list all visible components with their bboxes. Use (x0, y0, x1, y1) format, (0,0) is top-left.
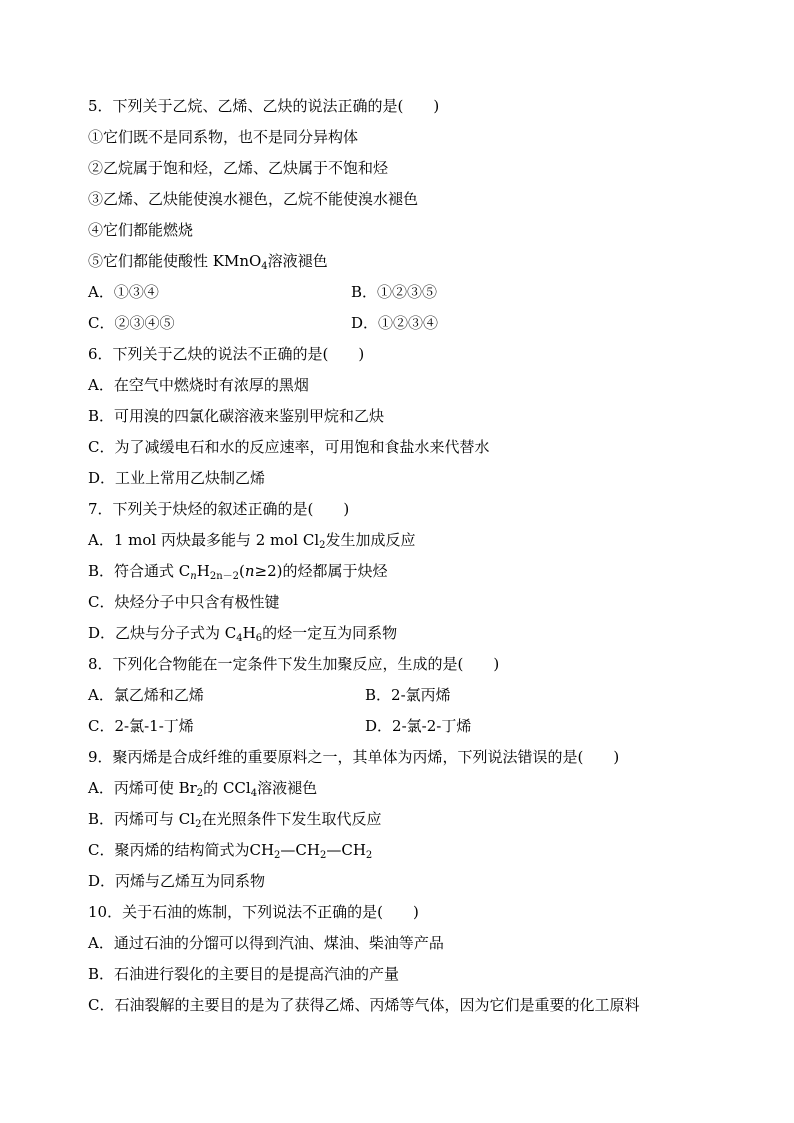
q7-b-sub-2n: 2n－2 (209, 571, 239, 582)
q7-b-text-end: ≥2)的烃都属于炔烃 (254, 562, 388, 580)
q7-b-n: n (244, 562, 255, 580)
q9-c-mid-2: —CH (326, 841, 366, 859)
q9-option-d[interactable]: D．丙烯与乙烯互为同系物 (88, 872, 266, 890)
q5-s5-text-end: 溶液褪色 (267, 252, 328, 270)
q9-a-sub-2: 2 (196, 788, 204, 799)
q6-option-c[interactable]: C．为了减缓电石和水的反应速率，可用饱和食盐水来代替水 (88, 438, 490, 456)
q6-option-d[interactable]: D．工业上常用乙炔制乙烯 (88, 469, 266, 487)
q8-stem: 8．下列化合物能在一定条件下发生加聚反应，生成的是( ) (88, 655, 500, 673)
q5-options-row-1 (88, 277, 728, 308)
q9-c-sub-1: 2 (274, 850, 281, 861)
q10-option-b[interactable]: B．石油进行裂化的主要目的是提高汽油的产量 (88, 965, 400, 983)
q10-stem: 10．关于石油的炼制，下列说法不正确的是( ) (88, 903, 419, 921)
q7-a-text: A．1 mol 丙炔最多能与 2 mol Cl (88, 531, 320, 549)
q9-option-a[interactable] (88, 773, 728, 804)
q9-stem: 9．聚丙烯是合成纤维的重要原料之一，其单体为丙烯，下列说法错误的是( ) (88, 748, 620, 766)
q5-option-c[interactable]: C．②③④⑤ (88, 314, 175, 332)
q6-option-b[interactable]: B．可用溴的四氯化碳溶液来鉴别甲烷和乙炔 (88, 407, 385, 425)
q9-c-sub-2: 2 (319, 850, 327, 861)
q6-stem: 6．下列关于乙炔的说法不正确的是( ) (88, 345, 365, 363)
q7-a-text-end: 发生加成反应 (325, 531, 416, 549)
q9-b-text-end: 在光照条件下发生取代反应 (201, 810, 382, 828)
q7-option-a[interactable] (88, 525, 728, 556)
q5-s5-subscript: 4 (261, 261, 268, 272)
q5-options-row-2 (88, 308, 728, 339)
q5-s5-text: ⑤它们都能使酸性 KMnO (88, 252, 262, 270)
q5-option-d[interactable]: D．①②③④ (351, 314, 439, 332)
q8-option-c[interactable]: C．2-氯-1-丁烯 (88, 717, 194, 735)
q7-d-text: D．乙炔与分子式为 C (88, 624, 237, 642)
q7-option-b[interactable] (88, 556, 728, 587)
q8-option-b[interactable]: B．2-氯丙烯 (365, 686, 451, 704)
q9-a-text-end: 溶液褪色 (257, 779, 318, 797)
q9-option-c[interactable] (88, 835, 728, 866)
q8-option-a[interactable]: A．氯乙烯和乙烯 (88, 686, 204, 704)
q7-option-c[interactable]: C．炔烃分子中只含有极性键 (88, 593, 280, 611)
q7-option-d[interactable] (88, 618, 728, 649)
q9-a-text: A．丙烯可使 Br (88, 779, 197, 797)
q5-option-b[interactable]: B．①②③⑤ (351, 283, 438, 301)
q9-c-sub-3: 2 (365, 850, 373, 861)
q10-option-a[interactable]: A．通过石油的分馏可以得到汽油、煤油、柴油等产品 (88, 934, 444, 952)
q5-statement-3: ③乙烯、乙炔能使溴水褪色，乙烷不能使溴水褪色 (88, 190, 419, 208)
q9-a-sub-4: 4 (250, 788, 258, 799)
q7-d-sub-6: 6 (255, 633, 263, 644)
q5-statement-5 (88, 246, 728, 277)
q7-b-text: B．符合通式 C (88, 562, 191, 580)
q8-options-row-1 (88, 680, 728, 711)
q7-b-paren: ( (239, 562, 245, 580)
q9-c-text: C．聚丙烯的结构简式为CH (88, 841, 275, 859)
q7-stem: 7．下列关于炔烃的叙述正确的是( ) (88, 500, 350, 518)
q9-b-sub-2: 2 (195, 819, 202, 830)
q7-d-text-end: 的烃一定互为同系物 (262, 624, 398, 642)
q9-a-ccl: 的 CCl (203, 779, 251, 797)
q9-c-mid-1: —CH (280, 841, 320, 859)
q7-b-h: H (196, 562, 210, 580)
q5-option-a[interactable]: A．①③④ (88, 283, 159, 301)
q8-options-row-2 (88, 711, 728, 742)
q10-option-c[interactable]: C．石油裂解的主要目的是为了获得乙烯、丙烯等气体，因为它们是重要的化工原料 (88, 996, 640, 1014)
q9-option-b[interactable] (88, 804, 728, 835)
q5-statement-2: ②乙烷属于饱和烃，乙烯、乙炔属于不饱和烃 (88, 159, 389, 177)
q7-b-sub-n: n (190, 571, 197, 582)
q6-option-a[interactable]: A．在空气中燃烧时有浓厚的黑烟 (88, 376, 309, 394)
q9-b-text: B．丙烯可与 Cl (88, 810, 196, 828)
q8-option-d[interactable]: D．2-氯-2-丁烯 (365, 717, 472, 735)
q7-d-sub-4: 4 (236, 633, 243, 644)
q5-stem: 5．下列关于乙烷、乙烯、乙炔的说法正确的是( ) (88, 97, 440, 115)
question-sheet (88, 91, 728, 1021)
q7-d-h: H (242, 624, 256, 642)
q5-statement-1: ①它们既不是同系物，也不是同分异构体 (88, 128, 359, 146)
q7-a-subscript: 2 (319, 540, 326, 551)
q5-statement-4: ④它们都能燃烧 (88, 221, 194, 239)
